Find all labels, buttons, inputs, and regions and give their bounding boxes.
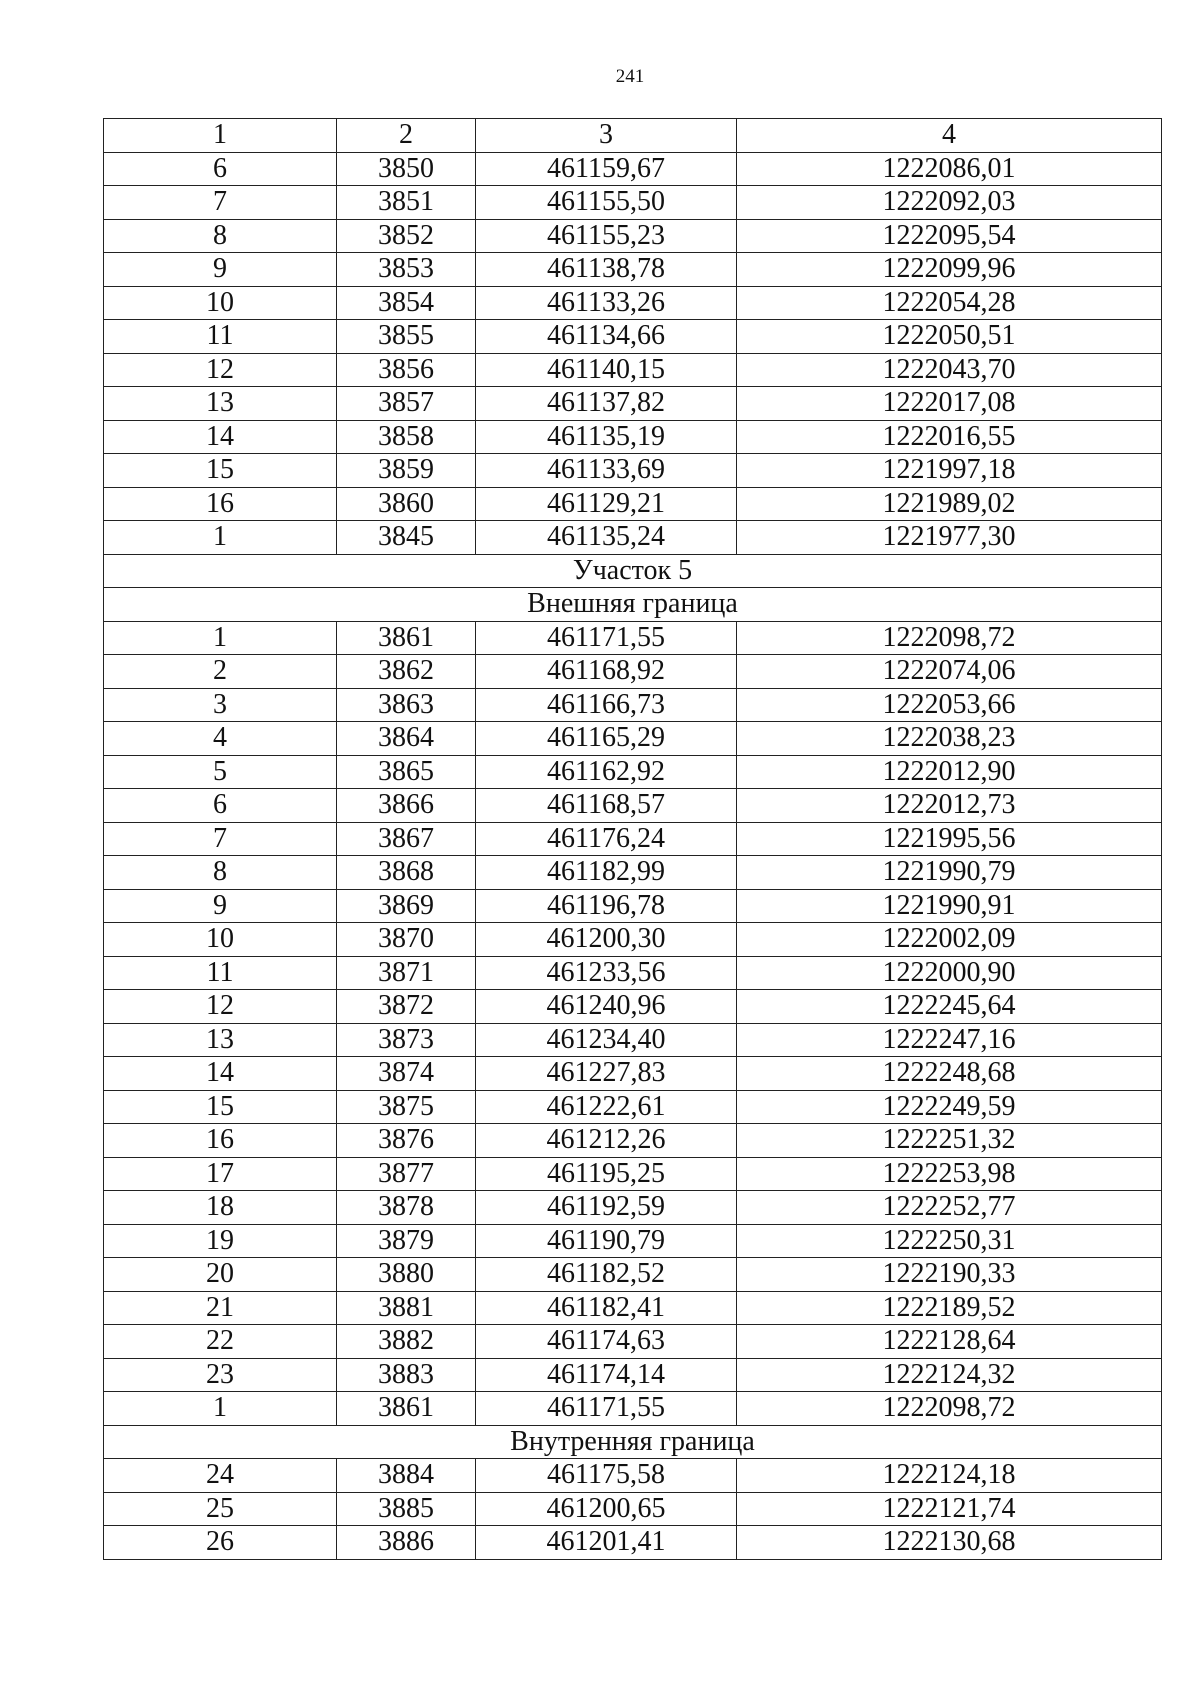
- y-coordinate-cell: 1222124,32: [737, 1358, 1162, 1392]
- x-coordinate-cell: 461171,55: [476, 1392, 737, 1426]
- point-number-cell: 25: [104, 1492, 337, 1526]
- y-coordinate-cell: 1222248,68: [737, 1057, 1162, 1091]
- point-number-cell: 6: [104, 789, 337, 823]
- table-row: [104, 789, 1162, 823]
- x-coordinate-cell: 461233,56: [476, 956, 737, 990]
- x-coordinate-cell: 461190,79: [476, 1224, 737, 1258]
- x-coordinate-cell: 461182,41: [476, 1291, 737, 1325]
- point-id-cell: 3885: [337, 1492, 476, 1526]
- y-coordinate-cell: 1222098,72: [737, 621, 1162, 655]
- point-id-cell: 3845: [337, 521, 476, 555]
- point-number-cell: 3: [104, 688, 337, 722]
- column-header: 1: [104, 119, 337, 153]
- table-row: [104, 1358, 1162, 1392]
- x-coordinate-cell: 461168,92: [476, 655, 737, 689]
- y-coordinate-cell: 1222074,06: [737, 655, 1162, 689]
- table-row: [104, 186, 1162, 220]
- point-id-cell: 3872: [337, 990, 476, 1024]
- point-number-cell: 7: [104, 822, 337, 856]
- x-coordinate-cell: 461140,15: [476, 353, 737, 387]
- point-number-cell: 14: [104, 420, 337, 454]
- point-id-cell: 3856: [337, 353, 476, 387]
- point-number-cell: 12: [104, 990, 337, 1024]
- x-coordinate-cell: 461133,69: [476, 454, 737, 488]
- point-number-cell: 5: [104, 755, 337, 789]
- y-coordinate-cell: 1222245,64: [737, 990, 1162, 1024]
- y-coordinate-cell: 1222249,59: [737, 1090, 1162, 1124]
- point-id-cell: 3853: [337, 253, 476, 287]
- point-number-cell: 17: [104, 1157, 337, 1191]
- point-id-cell: 3875: [337, 1090, 476, 1124]
- table-row: [104, 1157, 1162, 1191]
- x-coordinate-cell: 461174,63: [476, 1325, 737, 1359]
- section-row: [104, 1425, 1162, 1459]
- section-label: Внутренняя граница: [104, 1425, 1162, 1459]
- y-coordinate-cell: 1222247,16: [737, 1023, 1162, 1057]
- point-number-cell: 26: [104, 1526, 337, 1560]
- x-coordinate-cell: 461222,61: [476, 1090, 737, 1124]
- table-row: [104, 387, 1162, 421]
- x-coordinate-cell: 461134,66: [476, 320, 737, 354]
- table-row: [104, 253, 1162, 287]
- y-coordinate-cell: 1222012,73: [737, 789, 1162, 823]
- x-coordinate-cell: 461182,99: [476, 856, 737, 890]
- point-id-cell: 3863: [337, 688, 476, 722]
- point-id-cell: 3861: [337, 621, 476, 655]
- table-row: [104, 856, 1162, 890]
- y-coordinate-cell: 1222253,98: [737, 1157, 1162, 1191]
- page-number: 241: [615, 66, 645, 87]
- point-id-cell: 3881: [337, 1291, 476, 1325]
- y-coordinate-cell: 1221997,18: [737, 454, 1162, 488]
- y-coordinate-cell: 1222098,72: [737, 1392, 1162, 1426]
- column-header: 2: [337, 119, 476, 153]
- table-row: [104, 822, 1162, 856]
- x-coordinate-cell: 461196,78: [476, 889, 737, 923]
- y-coordinate-cell: 1222012,90: [737, 755, 1162, 789]
- point-number-cell: 8: [104, 856, 337, 890]
- table-row: [104, 990, 1162, 1024]
- point-number-cell: 6: [104, 152, 337, 186]
- table-row: [104, 621, 1162, 655]
- y-coordinate-cell: 1222043,70: [737, 353, 1162, 387]
- point-number-cell: 23: [104, 1358, 337, 1392]
- x-coordinate-cell: 461212,26: [476, 1124, 737, 1158]
- x-coordinate-cell: 461155,50: [476, 186, 737, 220]
- x-coordinate-cell: 461137,82: [476, 387, 737, 421]
- point-number-cell: 20: [104, 1258, 337, 1292]
- point-number-cell: 4: [104, 722, 337, 756]
- point-number-cell: 15: [104, 1090, 337, 1124]
- section-label: Внешняя граница: [104, 588, 1162, 622]
- point-number-cell: 19: [104, 1224, 337, 1258]
- y-coordinate-cell: 1221977,30: [737, 521, 1162, 555]
- point-number-cell: 2: [104, 655, 337, 689]
- point-id-cell: 3864: [337, 722, 476, 756]
- point-id-cell: 3883: [337, 1358, 476, 1392]
- x-coordinate-cell: 461129,21: [476, 487, 737, 521]
- point-id-cell: 3867: [337, 822, 476, 856]
- y-coordinate-cell: 1222189,52: [737, 1291, 1162, 1325]
- table-row: [104, 655, 1162, 689]
- table-row: [104, 1392, 1162, 1426]
- table-row: [104, 152, 1162, 186]
- table-row: [104, 1023, 1162, 1057]
- point-id-cell: 3854: [337, 286, 476, 320]
- column-header: 3: [476, 119, 737, 153]
- coordinates-table: [103, 118, 1162, 1560]
- table-row: [104, 219, 1162, 253]
- point-id-cell: 3873: [337, 1023, 476, 1057]
- point-number-cell: 10: [104, 923, 337, 957]
- point-number-cell: 24: [104, 1459, 337, 1493]
- y-coordinate-cell: 1222190,33: [737, 1258, 1162, 1292]
- x-coordinate-cell: 461192,59: [476, 1191, 737, 1225]
- x-coordinate-cell: 461195,25: [476, 1157, 737, 1191]
- table-row: [104, 1124, 1162, 1158]
- x-coordinate-cell: 461201,41: [476, 1526, 737, 1560]
- x-coordinate-cell: 461138,78: [476, 253, 737, 287]
- point-number-cell: 12: [104, 353, 337, 387]
- point-id-cell: 3869: [337, 889, 476, 923]
- point-id-cell: 3868: [337, 856, 476, 890]
- point-number-cell: 14: [104, 1057, 337, 1091]
- table-row: [104, 923, 1162, 957]
- point-id-cell: 3877: [337, 1157, 476, 1191]
- y-coordinate-cell: 1222053,66: [737, 688, 1162, 722]
- point-id-cell: 3886: [337, 1526, 476, 1560]
- point-number-cell: 1: [104, 521, 337, 555]
- point-id-cell: 3851: [337, 186, 476, 220]
- point-id-cell: 3861: [337, 1392, 476, 1426]
- x-coordinate-cell: 461135,19: [476, 420, 737, 454]
- point-id-cell: 3878: [337, 1191, 476, 1225]
- x-coordinate-cell: 461176,24: [476, 822, 737, 856]
- point-id-cell: 3871: [337, 956, 476, 990]
- point-number-cell: 11: [104, 956, 337, 990]
- point-id-cell: 3858: [337, 420, 476, 454]
- table-row: [104, 688, 1162, 722]
- point-number-cell: 8: [104, 219, 337, 253]
- point-id-cell: 3880: [337, 1258, 476, 1292]
- point-id-cell: 3859: [337, 454, 476, 488]
- point-id-cell: 3850: [337, 152, 476, 186]
- y-coordinate-cell: 1222252,77: [737, 1191, 1162, 1225]
- y-coordinate-cell: 1222086,01: [737, 152, 1162, 186]
- table-row: [104, 1057, 1162, 1091]
- y-coordinate-cell: 1222017,08: [737, 387, 1162, 421]
- y-coordinate-cell: 1222124,18: [737, 1459, 1162, 1493]
- table-row: [104, 487, 1162, 521]
- point-id-cell: 3879: [337, 1224, 476, 1258]
- table-row: [104, 286, 1162, 320]
- table-row: [104, 320, 1162, 354]
- table-row: [104, 722, 1162, 756]
- point-number-cell: 18: [104, 1191, 337, 1225]
- x-coordinate-cell: 461135,24: [476, 521, 737, 555]
- point-number-cell: 22: [104, 1325, 337, 1359]
- y-coordinate-cell: 1222095,54: [737, 219, 1162, 253]
- point-id-cell: 3855: [337, 320, 476, 354]
- point-number-cell: 1: [104, 621, 337, 655]
- table-row: [104, 1224, 1162, 1258]
- x-coordinate-cell: 461155,23: [476, 219, 737, 253]
- y-coordinate-cell: 1222130,68: [737, 1526, 1162, 1560]
- point-number-cell: 7: [104, 186, 337, 220]
- point-id-cell: 3857: [337, 387, 476, 421]
- table-row: [104, 420, 1162, 454]
- x-coordinate-cell: 461182,52: [476, 1258, 737, 1292]
- y-coordinate-cell: 1222251,32: [737, 1124, 1162, 1158]
- y-coordinate-cell: 1221990,79: [737, 856, 1162, 890]
- table-row: [104, 956, 1162, 990]
- table-row: [104, 1325, 1162, 1359]
- point-number-cell: 9: [104, 253, 337, 287]
- column-header: 4: [737, 119, 1162, 153]
- point-id-cell: 3862: [337, 655, 476, 689]
- y-coordinate-cell: 1222092,03: [737, 186, 1162, 220]
- table-row: [104, 521, 1162, 555]
- y-coordinate-cell: 1222250,31: [737, 1224, 1162, 1258]
- point-number-cell: 10: [104, 286, 337, 320]
- x-coordinate-cell: 461171,55: [476, 621, 737, 655]
- point-number-cell: 16: [104, 1124, 337, 1158]
- point-id-cell: 3874: [337, 1057, 476, 1091]
- y-coordinate-cell: 1221995,56: [737, 822, 1162, 856]
- table-row: [104, 1492, 1162, 1526]
- point-number-cell: 11: [104, 320, 337, 354]
- table-row: [104, 454, 1162, 488]
- table-row: [104, 1090, 1162, 1124]
- y-coordinate-cell: 1222099,96: [737, 253, 1162, 287]
- x-coordinate-cell: 461166,73: [476, 688, 737, 722]
- x-coordinate-cell: 461240,96: [476, 990, 737, 1024]
- x-coordinate-cell: 461200,30: [476, 923, 737, 957]
- x-coordinate-cell: 461227,83: [476, 1057, 737, 1091]
- section-row: [104, 588, 1162, 622]
- x-coordinate-cell: 461175,58: [476, 1459, 737, 1493]
- table-row: [104, 1191, 1162, 1225]
- x-coordinate-cell: 461133,26: [476, 286, 737, 320]
- section-label: Участок 5: [104, 554, 1162, 588]
- point-id-cell: 3865: [337, 755, 476, 789]
- x-coordinate-cell: 461168,57: [476, 789, 737, 823]
- x-coordinate-cell: 461165,29: [476, 722, 737, 756]
- point-id-cell: 3866: [337, 789, 476, 823]
- point-number-cell: 9: [104, 889, 337, 923]
- x-coordinate-cell: 461162,92: [476, 755, 737, 789]
- y-coordinate-cell: 1221989,02: [737, 487, 1162, 521]
- y-coordinate-cell: 1222121,74: [737, 1492, 1162, 1526]
- table-row: [104, 1526, 1162, 1560]
- y-coordinate-cell: 1222038,23: [737, 722, 1162, 756]
- table-row: [104, 1459, 1162, 1493]
- table-row: [104, 1258, 1162, 1292]
- x-coordinate-cell: 461200,65: [476, 1492, 737, 1526]
- section-row: [104, 554, 1162, 588]
- point-id-cell: 3852: [337, 219, 476, 253]
- point-number-cell: 13: [104, 387, 337, 421]
- table-row: [104, 1291, 1162, 1325]
- x-coordinate-cell: 461234,40: [476, 1023, 737, 1057]
- table-header-row: [104, 119, 1162, 153]
- y-coordinate-cell: 1222000,90: [737, 956, 1162, 990]
- point-number-cell: 16: [104, 487, 337, 521]
- point-number-cell: 13: [104, 1023, 337, 1057]
- point-id-cell: 3860: [337, 487, 476, 521]
- point-number-cell: 21: [104, 1291, 337, 1325]
- table-body: [104, 152, 1162, 1559]
- table-row: [104, 353, 1162, 387]
- x-coordinate-cell: 461159,67: [476, 152, 737, 186]
- y-coordinate-cell: 1222016,55: [737, 420, 1162, 454]
- point-id-cell: 3876: [337, 1124, 476, 1158]
- x-coordinate-cell: 461174,14: [476, 1358, 737, 1392]
- point-number-cell: 1: [104, 1392, 337, 1426]
- point-id-cell: 3882: [337, 1325, 476, 1359]
- y-coordinate-cell: 1222002,09: [737, 923, 1162, 957]
- y-coordinate-cell: 1222050,51: [737, 320, 1162, 354]
- y-coordinate-cell: 1221990,91: [737, 889, 1162, 923]
- table-row: [104, 889, 1162, 923]
- y-coordinate-cell: 1222128,64: [737, 1325, 1162, 1359]
- point-id-cell: 3870: [337, 923, 476, 957]
- point-id-cell: 3884: [337, 1459, 476, 1493]
- point-number-cell: 15: [104, 454, 337, 488]
- table-row: [104, 755, 1162, 789]
- y-coordinate-cell: 1222054,28: [737, 286, 1162, 320]
